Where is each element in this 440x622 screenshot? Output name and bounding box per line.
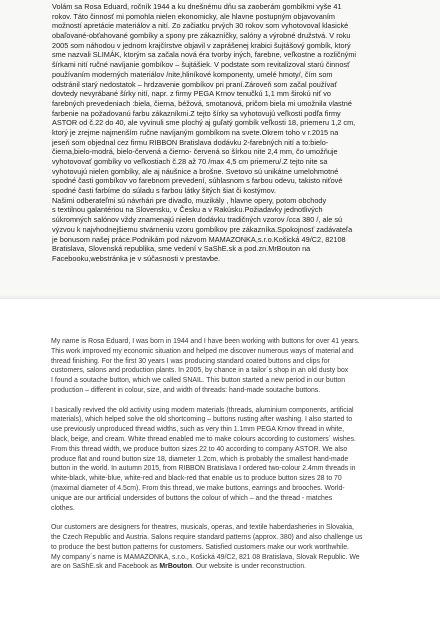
slovak-text-line: vyhotovujú nielen gombíky, ale aj náušnice a brošne. Svetovo sú unikátne umelohmotné [52,166,339,176]
slovak-text-line: vyhotovovať gombíky vo veľkostiach č.28 až 70 /max 4,5 cm priemeru/.Z tejto nite sa [52,157,328,166]
slovak-text-line: ASTOR od č.22 do 40, ale vyvinuli sme plochý aj guľatý gombík veľkosti 18, priemeru 1,2 cm, [52,118,356,128]
slovak-text-line: výzvou k najvhodnejšiemu stvárneniu vzoru gombíkov pre zákazníka.Spokojnosť zadávateľa [52,224,353,234]
closing-line-start: are on SaShE.sk and Facebook as [51,563,160,571]
slovak-text-line: je bonusom našej práce.Podnikám pod názvom MAMAZONKA,s.r.o.Košická 49/C2, 82108 [52,234,346,244]
slovak-text-line: Facebooku,webstránka je v súčasnosti v prestavbe. [52,253,221,263]
slovak-text-line: farebných prevedeniach :biela, čierna, béžová, smotanová, pričom biela mi umožnila vlastné [52,98,352,108]
english-text-line: materials), which helped solve the old shortcoming – buttons rusting after washing. I also started to [51,416,353,424]
english-text-line: I found a soutache button, which we called SNAIL. This button started a new period in our button [51,377,346,385]
slovak-text-line: ktorý je zrejme najmenším ručne navíjaným gombíkom na svete.Okrem toho v r.2015 na [52,127,339,137]
english-closing-line [51,562,428,572]
english-text-line: My company´s name is MAMAZONKA, s.r.o., Košická 49/C2, 821 08 Bratislava, Slovak Republic. We [51,553,360,561]
english-text-line: the Czech Republic and Austria. Salons require standard patterns (approx. 380) and also challenge us [51,533,363,541]
english-text-line: to produce the best button patterns for customers. Satisfied customers make our work worthwhile. [51,543,349,551]
english-text-line: clothes. [51,504,75,512]
slovak-document-sheet [0,0,440,299]
english-text-line: thread finishing. For the first 30 years I was producing standard coated buttons and clips for [51,357,330,365]
english-text-line: From this thread width, we produce button sizes 22 to 40 according to company ASTOR. We also [51,445,348,453]
brand-name: MrBouton [159,563,192,571]
slovak-text-line: rokov. Táto činnosť mi pomohla nielen ekonomicky, ale hlavne postupným objavovaním [52,11,336,21]
slovak-text-line: šírkami nití ručné navíjanie gombíkov – šujtášiek. V podstate som revitalizoval starú činnosť [52,60,350,70]
english-text-line: black, beige, and cream. White thread enabled me to make colours according to customers´ wishes. [51,435,356,443]
english-text-line: produce flat and round button size 18, diameter 1.2cm, which is probably the smallest hand-made [51,455,349,463]
slovak-text-line: jeseň som objednal cez firmu RIBBON Bratislava dodávku 2-farebných nití a to:bielo- [52,137,329,147]
slovak-text-line: odstránil starý nedostatok – hrdzavenie gombíkov pri praní.Zároveň som začal používať [52,79,338,89]
slovak-text-line: dovtedy nevyrábané šírky nití, napr. z firmy PEGA Krnov tenučkú 1,1 mm širokú niť vo [52,89,331,99]
slovak-text-block [52,2,430,264]
english-text-line: My name is Rosa Eduard, I was born in 1944 and I have been working with buttons for over 41 years. [51,338,360,345]
english-text-line: button in the world. In autumn 2015, from RIBBON Bratislava I ordered two-colour 2.4mm threads in [51,465,356,473]
english-text-line: production – different in colour, size, and width of threads: hand-made soutache buttons. [51,386,321,394]
slovak-text-line: s textilnou galantériou na Slovensku, v Česku a v Rakúsku.Požiadavky jednotlivých [52,205,323,215]
english-text-line: (maximal diameter of 4.5cm). From this thread, we make buttons, earrings and brooches. World- [51,484,345,492]
closing-line-end: . Our website is under reconstruction. [191,563,307,571]
english-text-line: customers, salons and production plants. In 2005, by chance in a tailor´s shop in an old dusty box [51,367,349,375]
slovak-text-line: súkromných salónov vždy znamenajú nielen dodávku tradičných vzorov /cca 380 /, ale sú [52,215,343,225]
slovak-text-line: spodné časti farbíme do súladu s farbou látky šitých šiat či kostýmov. [52,186,276,196]
english-paragraph-2 [51,406,428,514]
slovak-text-line: sme nazvali SLIMÁK, ktorým sa začala nová éra tvorby iných, farebne, veľkostne a rozličnými [52,50,357,60]
english-text-line: white-black, white-blue, white-red and black-red that enable us to produce button sizes 28 to 70 [51,475,342,483]
slovak-text-line: Našimi odberateľmi sú návrhári pre divadlo, muzikály , hlavne opery, potom obchody [52,195,327,205]
slovak-text-line: farbenie na požadovanú farbu zákazníkmi.Z tejto šírky sa vyhotovujú veľkosti podľa firmy [52,108,341,118]
slovak-text-line: používaním moderných materiálov /nite,hliníkové komponenty, umelé hmoty/, čím som [52,69,333,79]
english-text-block [51,337,428,572]
slovak-text-line: 2005 som náhodou v jednom krajčírstve objavil v zaprášenej krabici šujtášový gombík, ktorý [52,40,351,50]
english-paragraph-3 [51,523,428,572]
english-text-line: use previously unproduced thread widths, such as very thin 1.1mm PEGA Krnov thread in white, [51,426,345,434]
page-separator [0,299,440,326]
slovak-text-line: Bratislava, Slovenská republika, sme vedení v SaShE.sk a pod.zn.MrBouton na [52,244,311,254]
english-document-sheet [0,326,440,622]
slovak-text-line: obaľované-obťahované gombíky a spony pre zákazníčky, salóny a výrobné družstvá. V roku [52,31,351,41]
english-text-line: Our customers are designers for theatres, musicals, operas, and textile haberdasheries in Slovakia, [51,524,354,532]
slovak-text-line: spodné časti gombíkov vo farebnom prevedení, súhlasnom s farbou odevu, takisto niťové [52,176,343,186]
english-paragraph-1 [51,337,428,396]
english-text-line: I basically revived the old activity using modern materials (threads, aluminium components, artificial [51,406,354,414]
english-text-line: unique are our artificial undersides of buttons the colour of which – and the thread - matches [51,494,333,502]
slovak-text-line: možností apretácie materiálov a nití. Zo začiatku prvých 30 rokov som vyhotovoval klasické [52,21,349,31]
english-text-line: This work improved my economic situation and helped me discover numerous ways of material and [51,347,354,355]
slovak-text-line: Volám sa Rosa Eduard, ročník 1944 a ku dnešnému dňu sa zaoberám gombíkmi vyše 41 [52,2,342,11]
slovak-text-line: čierna,bielo-modrá, bielo-červená a čierno- červená so šírkou nite 2,4 mm, čo umožňuje [52,147,338,157]
